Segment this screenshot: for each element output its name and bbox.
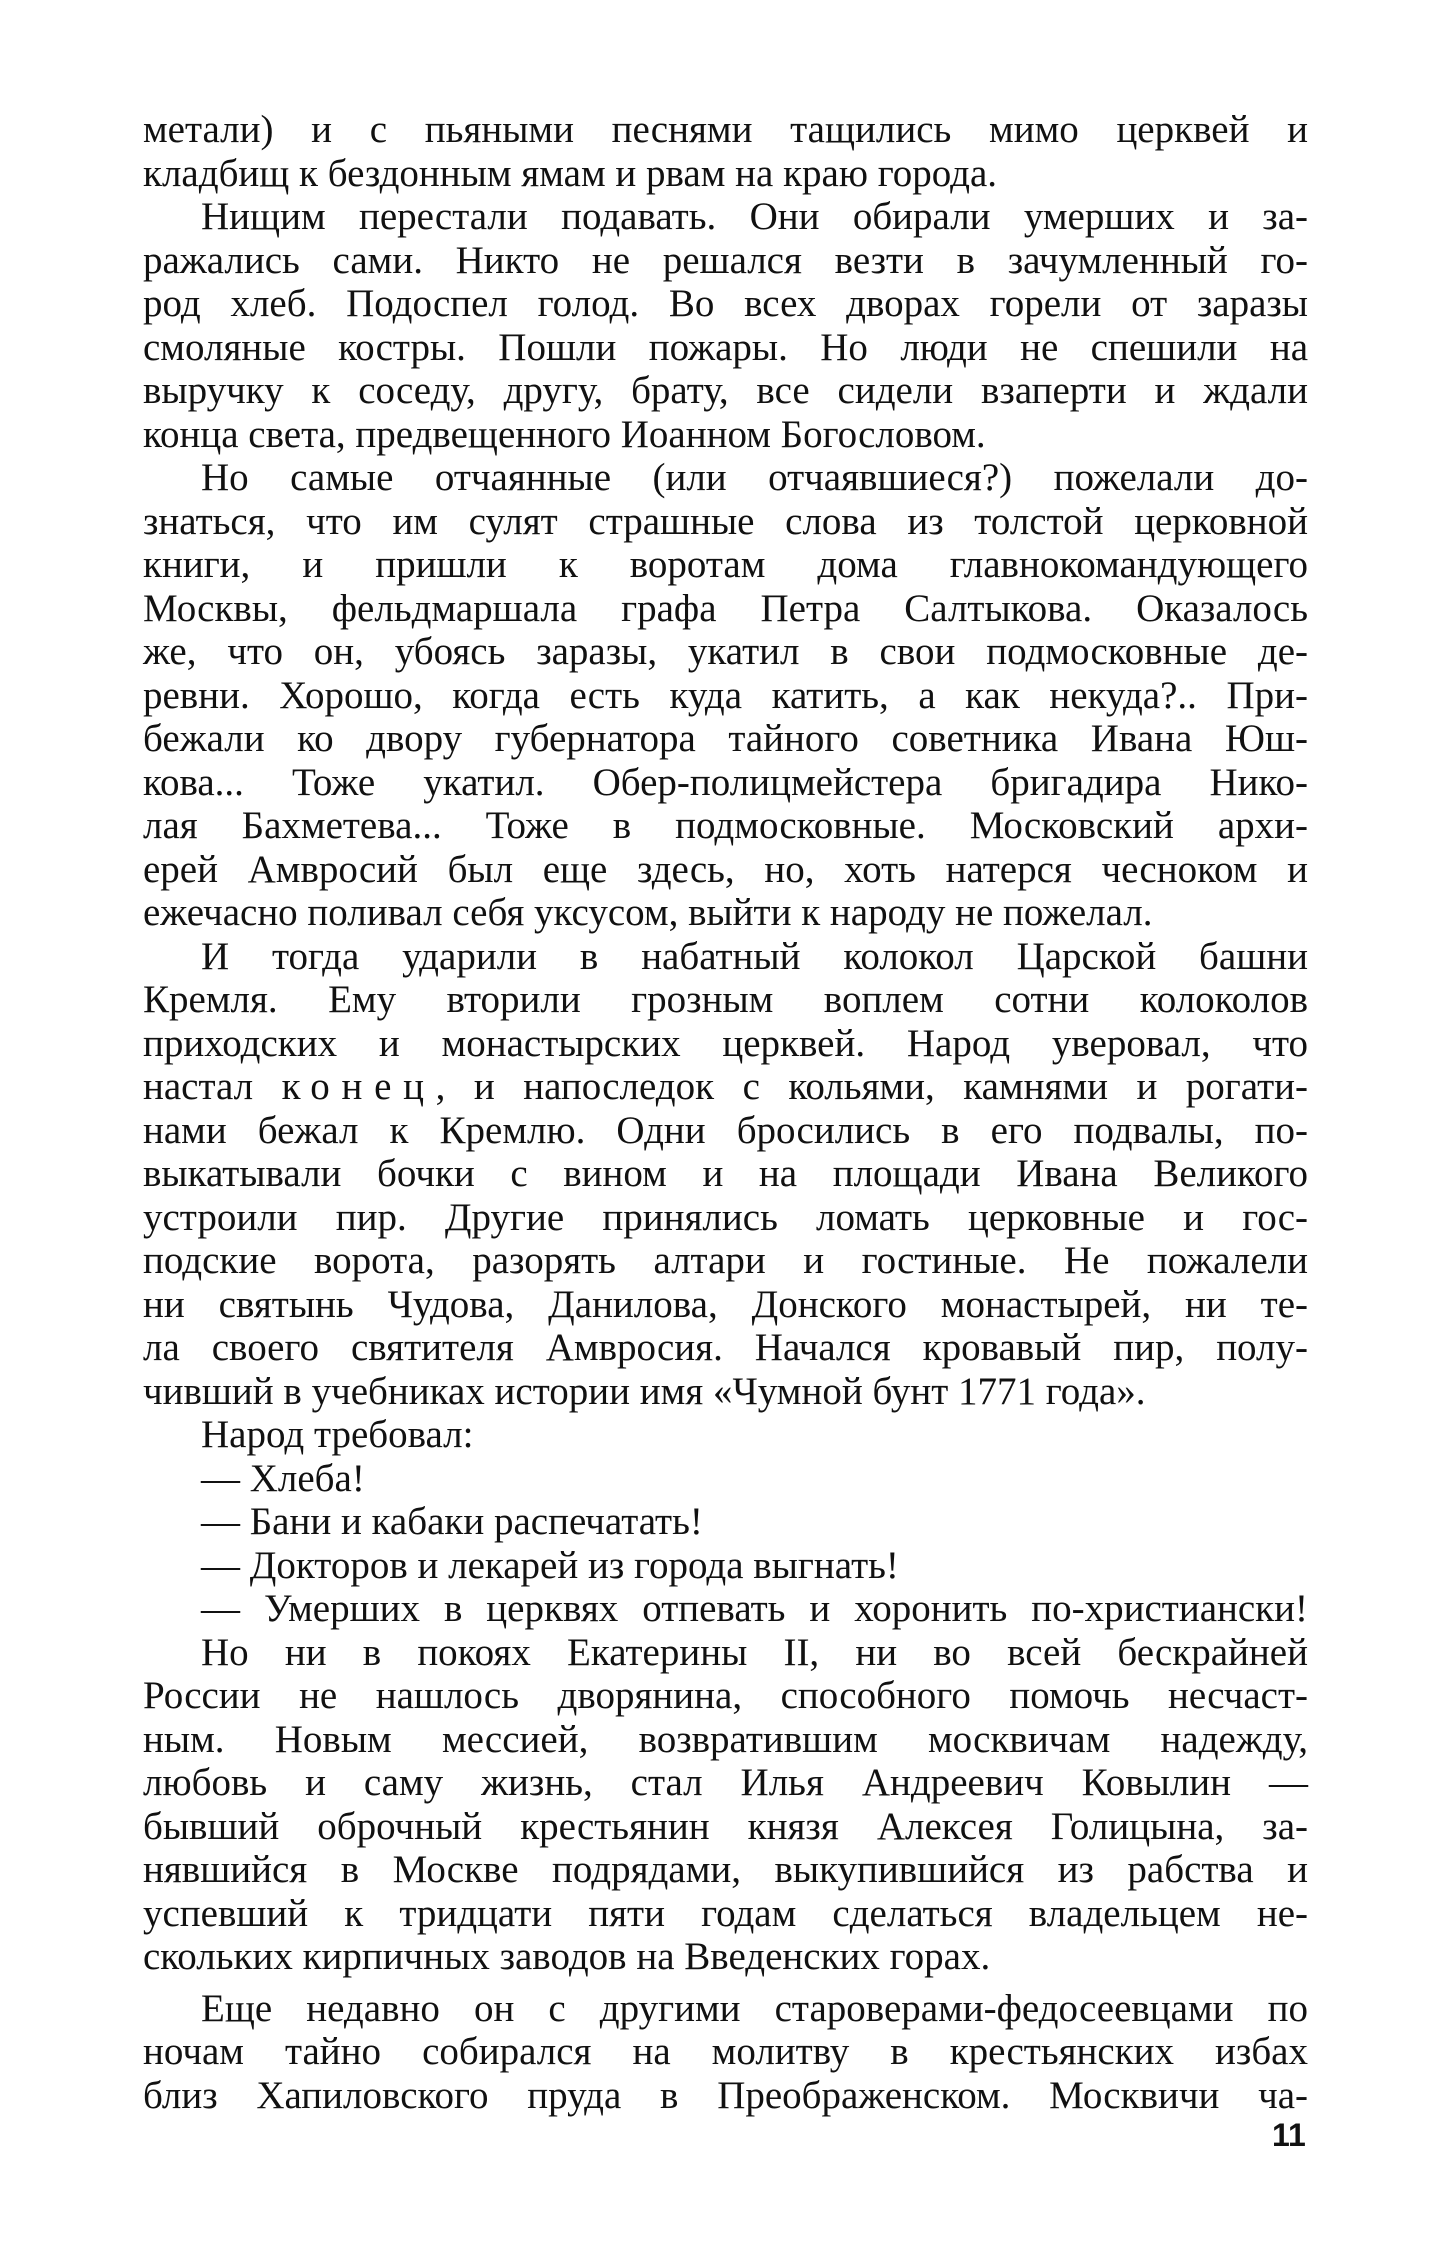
text-line: любовь и саму жизнь, стал Илья Андреевич Ковылин —	[143, 1761, 1308, 1804]
text-line: лая Бахметева... Тоже в подмосковные. Московский архи-	[143, 804, 1308, 847]
text-line: род хлеб. Подоспел голод. Во всех дворах горели от заразы	[143, 282, 1308, 325]
text-line: кова... Тоже укатил. Обер-полицмейстера бригадира Нико-	[143, 760, 1308, 804]
text-line: смоляные костры. Пошли пожары. Но люди не спешили на	[143, 325, 1308, 369]
text-fragment: , и напоследок с кольями, камнями и рогати-	[435, 1065, 1308, 1108]
text-line: выручку к соседу, другу, брату, все сидели взаперти и ждали	[143, 369, 1308, 412]
text-line: Нищим перестали подавать. Они обирали умерших и за-	[201, 195, 1308, 238]
paragraph	[143, 108, 1308, 195]
text-line: России не нашлось дворянина, способного помочь несчаст-	[143, 1674, 1308, 1717]
paragraph	[143, 935, 1308, 1414]
text-line: кладбищ к бездонным ямам и рвам на краю города.	[143, 151, 998, 195]
text-line: приходских и монастырских церквей. Народ уверовал, что	[143, 1021, 1308, 1065]
text-line: знаться, что им сулят страшные слова из толстой церковной	[143, 499, 1308, 543]
text-line: метали) и с пьяными песнями тащились мимо церквей и	[143, 108, 1308, 151]
text-line: — Докторов и лекарей из города выгнать!	[201, 1543, 899, 1587]
text-line: же, что он, убоясь заразы, укатил в свои подмосковные де-	[143, 630, 1308, 673]
paragraph	[143, 456, 1308, 935]
text-line: успевший к тридцати пяти годам сделаться владельцем не-	[143, 1891, 1308, 1935]
text-line: бывший оброчный крестьянин князя Алексея Голицына, за-	[143, 1804, 1308, 1848]
text-line: конца света, предвещенного Иоанном Богословом.	[143, 412, 986, 456]
text-line: ревни. Хорошо, когда есть куда катить, а как некуда?.. При-	[143, 673, 1308, 717]
text-line: книги, и пришли к воротам дома главнокомандующего	[143, 543, 1308, 586]
text-line: Но самые отчаянные (или отчаявшиеся?) пожелали до-	[201, 456, 1308, 499]
text-line: близ Хапиловского пруда в Преображенском. Москвичи ча-	[143, 2073, 1308, 2117]
text-line: ным. Новым мессией, возвратившим москвичам надежду,	[143, 1717, 1308, 1761]
text-line: ерей Амвросий был еще здесь, но, хоть натерся чесноком и	[143, 847, 1308, 891]
page-number: 11	[1272, 2117, 1306, 2153]
paragraph	[143, 1987, 1308, 2118]
dialogue-line	[143, 1587, 1308, 1631]
text-line: ла своего святителя Амвросия. Начался кровавый пир, полу-	[143, 1326, 1308, 1369]
text-line: — Бани и кабаки распечатать!	[201, 1500, 703, 1543]
text-line: Москвы, фельдмаршала графа Петра Салтыкова. Оказалось	[143, 586, 1308, 630]
text-line: — Хлеба!	[201, 1456, 365, 1500]
text-line: нявшийся в Москве подрядами, выкупившийся из рабства и	[143, 1848, 1308, 1891]
text-line: нами бежал к Кремлю. Одни бросились в его подвалы, по-	[143, 1108, 1308, 1152]
book-page-text	[143, 108, 1308, 2117]
text-line: чивший в учебниках истории имя «Чумной бунт 1771 года».	[143, 1369, 1146, 1413]
text-line	[143, 1065, 1308, 1109]
dialogue-line	[143, 1457, 1308, 1501]
dialogue-line	[143, 1500, 1308, 1544]
paragraph	[143, 195, 1308, 456]
text-line: ражались сами. Никто не решался везти в зачумленный го-	[143, 238, 1308, 282]
text-line: выкатывали бочки с вином и на площади Ивана Великого	[143, 1152, 1308, 1195]
text-line: И тогда ударили в набатный колокол Царской башни	[201, 934, 1308, 978]
text-fragment: настал	[143, 1065, 254, 1108]
text-line: — Умерших в церквях отпевать и хоронить по-христиански!	[201, 1587, 1308, 1630]
spaced-emphasis-word: конец	[281, 1065, 436, 1108]
text-line: бежали ко двору губернатора тайного советника Ивана Юш-	[143, 717, 1308, 760]
dialogue-line	[143, 1544, 1308, 1588]
paragraph	[143, 1631, 1308, 1979]
paragraph	[143, 1413, 1308, 1457]
text-line: Еще недавно он с другими староверами-федосеевцами по	[201, 1986, 1308, 2030]
text-line: подские ворота, разорять алтари и гостиные. Не пожалели	[143, 1239, 1308, 1282]
text-line: Народ требовал:	[201, 1413, 474, 1456]
text-line: ни святынь Чудова, Данилова, Донского монастырей, ни те-	[143, 1282, 1308, 1326]
text-line: устроили пир. Другие принялись ломать церковные и гос-	[143, 1195, 1308, 1239]
text-line: ежечасно поливал себя уксусом, выйти к народу не пожелал.	[143, 891, 1153, 934]
text-line: ночам тайно собирался на молитву в крестьянских избах	[143, 2030, 1308, 2073]
text-line: Кремля. Ему вторили грозным воплем сотни колоколов	[143, 978, 1308, 1021]
text-line: Но ни в покоях Екатерины II, ни во всей бескрайней	[201, 1630, 1308, 1674]
text-line: скольких кирпичных заводов на Введенских горах.	[143, 1935, 991, 1978]
